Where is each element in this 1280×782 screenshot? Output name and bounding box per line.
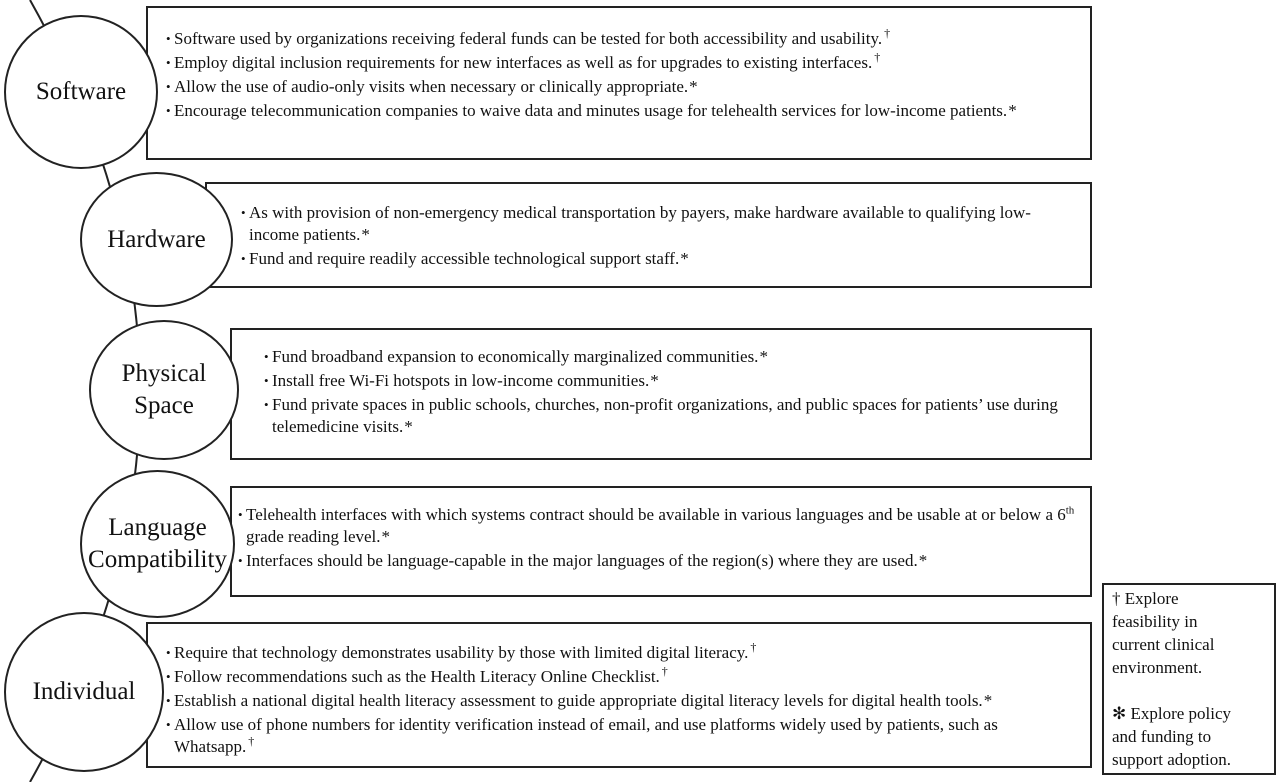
software-list	[166, 28, 1070, 124]
list-item: • Fund and require readily accessible technological support staff.*	[241, 248, 1074, 270]
individual-title: Individual	[32, 678, 136, 705]
physical-space-title-line-2: Space	[134, 392, 194, 419]
list-item: • As with provision of non-emergency medical transportation by payers, make hardware available to qualifying low-income patients.*	[241, 202, 1074, 246]
physical-space-box	[230, 328, 1092, 460]
list-item: • Interfaces should be language-capable in the major languages of the region(s) where they are used.*	[238, 550, 1076, 572]
list-item: • Encourage telecommunication companies to waive data and minutes usage for telehealth services for low-income patients.*	[166, 100, 1070, 122]
physical-space-list	[264, 346, 1076, 440]
hardware-circle	[80, 172, 233, 307]
language-compatibility-title-line-1: Language	[108, 514, 207, 541]
language-compatibility-list	[238, 504, 1076, 574]
software-box	[146, 6, 1092, 160]
physical-space-circle	[89, 320, 239, 460]
software-circle	[4, 15, 158, 169]
language-compatibility-box	[230, 486, 1092, 597]
legend-spacer	[1112, 679, 1266, 702]
individual-box	[146, 622, 1092, 768]
individual-circle	[4, 612, 164, 772]
legend-star-line: and funding to	[1112, 727, 1212, 746]
software-title: Software	[35, 78, 127, 105]
list-item: • Fund private spaces in public schools, churches, non-profit organizations, and public spaces for patients’ use during telemedicine visits.*	[264, 394, 1076, 438]
list-item: • Allow the use of audio-only visits when necessary or clinically appropriate.*	[166, 76, 1070, 98]
list-item: • Fund broadband expansion to economically marginalized communities.*	[264, 346, 1076, 368]
list-item: • Employ digital inclusion requirements for new interfaces as well as for upgrades to existing interfaces. †	[166, 52, 1070, 74]
legend-star-line: support adoption.	[1112, 750, 1231, 769]
hardware-box	[205, 182, 1092, 288]
language-compatibility-circle	[80, 470, 235, 618]
language-compatibility-title-line-2: Compatibility	[88, 546, 227, 573]
legend-dagger-line: current clinical	[1112, 635, 1215, 654]
list-item: • Install free Wi-Fi hotspots in low-income communities.*	[264, 370, 1076, 392]
physical-space-title-line-1: Physical	[121, 360, 207, 387]
legend-box	[1102, 583, 1276, 775]
legend-star-line: ✻ Explore policy	[1112, 704, 1232, 723]
legend-dagger-line: † Explore	[1112, 589, 1179, 608]
list-item: • Require that technology demonstrates usability by those with limited digital literacy. †	[166, 642, 1074, 664]
list-item: • Establish a national digital health literacy assessment to guide appropriate digital literacy levels for digital health tools.*	[166, 690, 1074, 712]
hardware-list	[241, 202, 1074, 272]
legend-dagger-line: environment.	[1112, 658, 1203, 677]
list-item: • Allow use of phone numbers for identity verification instead of email, and use platforms widely used by patients, such as Whatsapp. †	[166, 714, 1074, 758]
list-item: • Telehealth interfaces with which systems contract should be available in various languages and be usable at or below a 6th grade reading level.*	[238, 504, 1076, 548]
list-item: • Software used by organizations receiving federal funds can be tested for both accessibility and usability. †	[166, 28, 1070, 50]
individual-list	[166, 642, 1074, 760]
legend-dagger-line: feasibility in	[1112, 612, 1198, 631]
list-item: • Follow recommendations such as the Health Literacy Online Checklist. †	[166, 666, 1074, 688]
hardware-title: Hardware	[107, 225, 206, 253]
